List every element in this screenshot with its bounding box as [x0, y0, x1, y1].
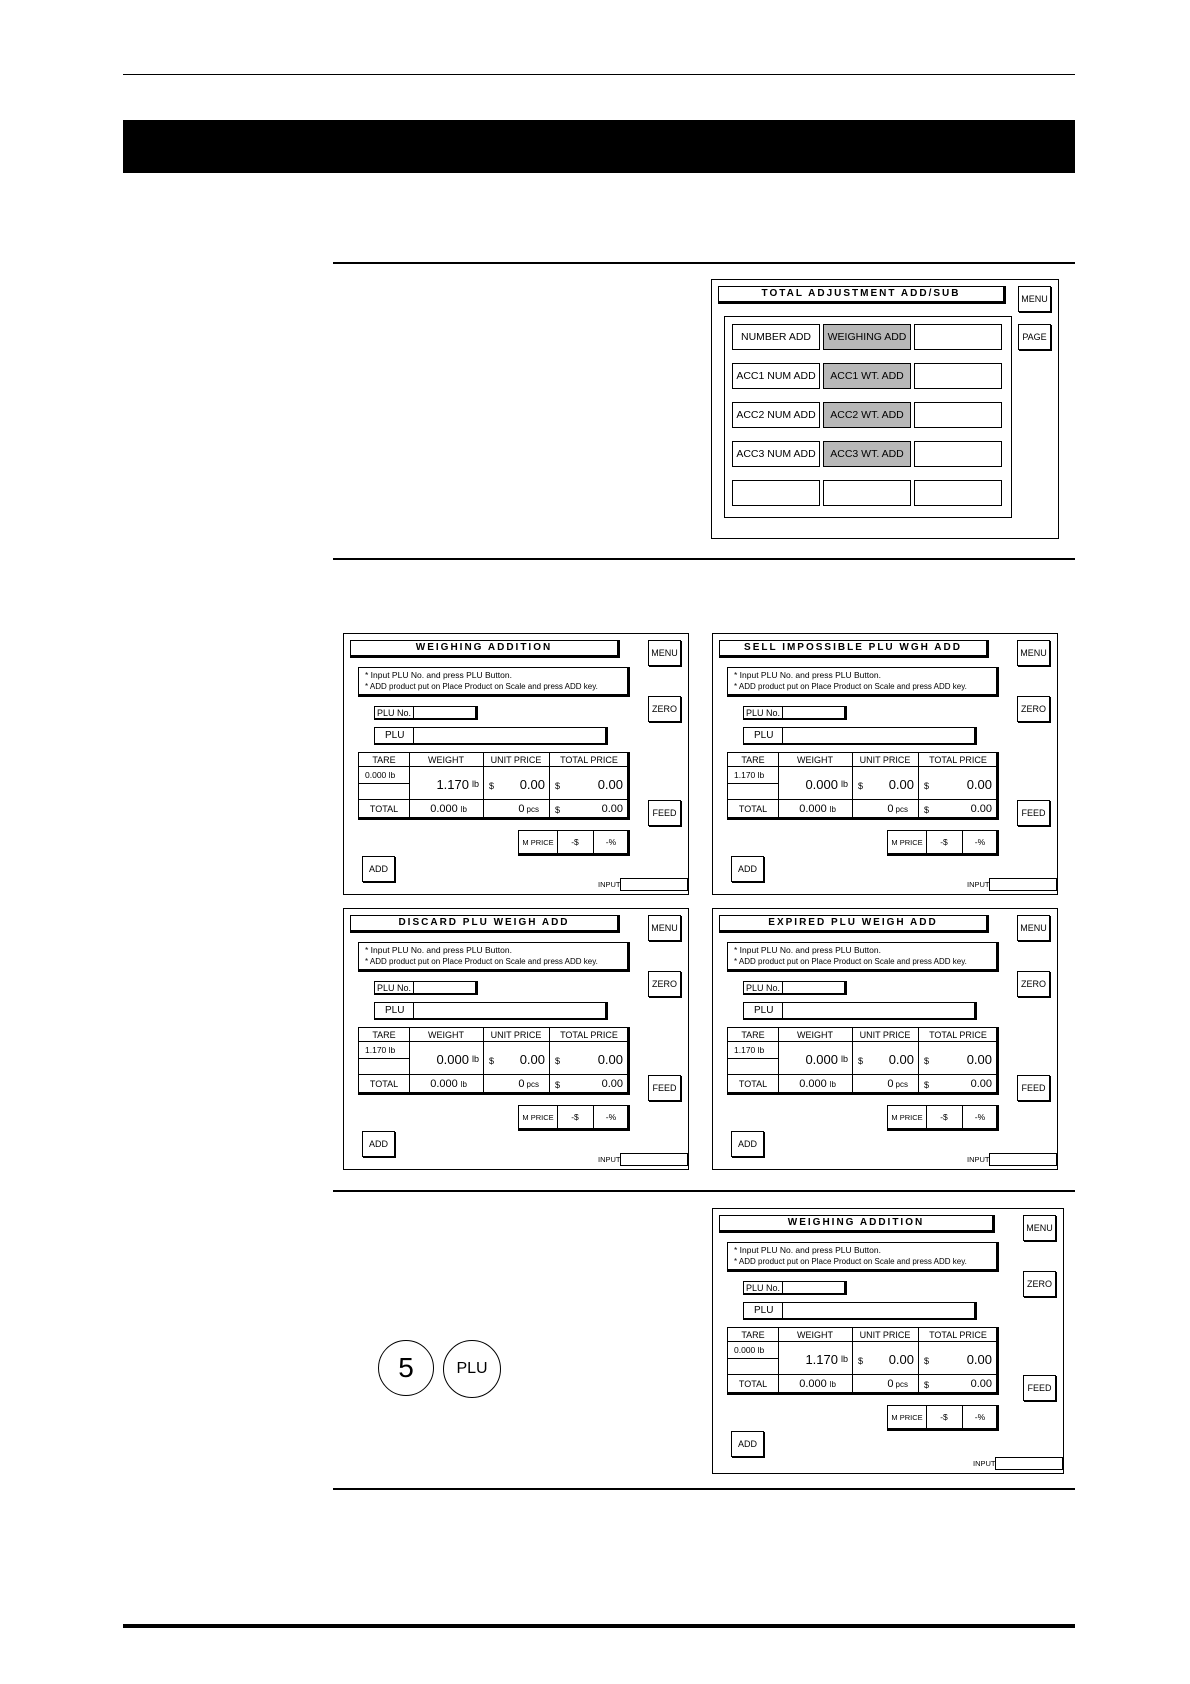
screen-title: WEIGHING ADDITION	[350, 640, 620, 658]
total-currency: $	[924, 781, 930, 791]
menu-grid-empty-button[interactable]	[914, 480, 1002, 506]
total-sum-currency: $	[924, 1380, 930, 1390]
m-price-label: M PRICE	[522, 837, 554, 847]
weight-value	[778, 1346, 848, 1372]
plu-name-field	[374, 1002, 608, 1020]
step3-bottom-rule	[333, 1488, 1075, 1490]
zero-button[interactable]: ZERO	[1017, 971, 1050, 997]
weight-price-table	[358, 1027, 630, 1095]
instruction-box	[358, 942, 630, 972]
total-pcs-value	[483, 800, 539, 818]
total-price-value: 0.00	[966, 1351, 992, 1367]
instruction-line-2: * ADD product put on Place Product on Scale and press ADD key.	[734, 1257, 967, 1266]
weight-number: 0.000	[805, 776, 838, 792]
input-box	[995, 1457, 1063, 1470]
feed-button[interactable]: FEED	[648, 800, 681, 826]
unit-currency: $	[858, 1356, 864, 1366]
tare-value: 1.170 lb	[365, 1045, 396, 1055]
screen-title: TOTAL ADJUSTMENT ADD/SUB	[718, 286, 1006, 304]
m-price-box[interactable]	[518, 1105, 630, 1131]
plu-name-field	[743, 1302, 977, 1320]
total-pcs-value	[483, 1075, 539, 1093]
total-sum-currency: $	[924, 1080, 930, 1090]
input-box	[620, 878, 688, 891]
tare-value: 1.170 lb	[734, 770, 765, 780]
total-label: TOTAL	[369, 1079, 399, 1089]
input-label: INPUT	[598, 880, 621, 889]
plu-label: PLU	[754, 730, 774, 741]
weight-value	[778, 771, 848, 797]
input-indicator	[967, 878, 1057, 890]
input-label: INPUT	[598, 1155, 621, 1164]
feed-button[interactable]: FEED	[1017, 800, 1050, 826]
menu-button[interactable]: MENU	[1018, 286, 1051, 312]
tare-header: TARE	[372, 754, 396, 765]
instruction-box	[727, 667, 999, 697]
total-price-header: TOTAL PRICE	[560, 754, 618, 765]
m-price-label: M PRICE	[891, 1412, 923, 1422]
minus-percent-label: -%	[974, 1112, 986, 1122]
unit-price-value: 0.00	[888, 776, 914, 792]
menu-grid-button[interactable]: ACC3 NUM ADD	[732, 441, 820, 467]
plu-no-label: PLU No.	[377, 707, 412, 718]
plu-no-label: PLU No.	[746, 707, 781, 718]
unit-currency: $	[489, 781, 495, 791]
menu-grid-button[interactable]: ACC1 NUM ADD	[732, 363, 820, 389]
total-price-value: 0.00	[966, 776, 992, 792]
total-currency: $	[555, 1056, 561, 1066]
instruction-line-2: * ADD product put on Place Product on Scale and press ADD key.	[365, 957, 598, 966]
menu-button[interactable]: MENU	[648, 915, 681, 941]
minus-dollar-label: -$	[940, 837, 948, 847]
plu-label: PLU	[754, 1005, 774, 1016]
total-weight-number: 0.000	[799, 1378, 827, 1390]
weight-unit: lb	[471, 1054, 479, 1064]
menu-button[interactable]: MENU	[1017, 915, 1050, 941]
weigh-add-screen	[343, 908, 689, 1170]
instruction-line-1: * Input PLU No. and press PLU Button.	[734, 1245, 881, 1255]
plu-label: PLU	[754, 1305, 774, 1316]
total-sum-currency: $	[555, 1080, 561, 1090]
total-sum-value: 0.00	[601, 803, 623, 815]
step2-bottom-rule	[333, 1190, 1075, 1192]
minus-percent-label: -%	[605, 1112, 617, 1122]
input-indicator	[973, 1457, 1063, 1469]
total-price-header: TOTAL PRICE	[929, 1029, 987, 1040]
add-button[interactable]: ADD	[731, 1131, 764, 1157]
total-sum-value: 0.00	[970, 1378, 992, 1390]
menu-grid-button[interactable]: ACC1 WT. ADD	[823, 363, 911, 389]
total-price-value: 0.00	[597, 1051, 623, 1067]
add-button[interactable]: ADD	[362, 1131, 395, 1157]
total-weight-unit: lb	[829, 1379, 836, 1389]
m-price-box[interactable]	[887, 1105, 999, 1131]
m-price-box[interactable]	[887, 1405, 999, 1431]
feed-button[interactable]: FEED	[1023, 1375, 1056, 1401]
total-pcs-number: 0	[518, 803, 525, 815]
plu-name-field	[743, 727, 977, 745]
plu-no-field[interactable]	[743, 981, 847, 995]
input-indicator	[598, 1153, 688, 1165]
total-weight-unit: lb	[460, 804, 467, 814]
instruction-box	[727, 942, 999, 972]
tare-header: TARE	[372, 1029, 396, 1040]
instruction-line-2: * ADD product put on Place Product on Scale and press ADD key.	[365, 682, 598, 691]
input-label: INPUT	[973, 1459, 996, 1468]
menu-grid-button[interactable]: ACC3 WT. ADD	[823, 441, 911, 467]
plu-no-field[interactable]	[743, 1281, 847, 1295]
total-weight-number: 0.000	[430, 1078, 458, 1090]
tare-header: TARE	[741, 1029, 765, 1040]
menu-grid-button[interactable]: ACC2 WT. ADD	[823, 402, 911, 428]
weight-price-table	[727, 1027, 999, 1095]
plu-no-field[interactable]	[743, 706, 847, 720]
weight-number: 1.170	[805, 1351, 838, 1367]
weigh-add-screen	[712, 1208, 1064, 1474]
instruction-line-2: * ADD product put on Place Product on Scale and press ADD key.	[734, 957, 967, 966]
total-weight-value	[778, 800, 836, 818]
unit-price-header: UNIT PRICE	[859, 1029, 911, 1040]
page-button[interactable]: PAGE	[1018, 324, 1051, 350]
total-label: TOTAL	[738, 804, 768, 814]
total-weight-number: 0.000	[430, 803, 458, 815]
menu-grid-button[interactable]: WEIGHING ADD	[823, 324, 911, 350]
total-price-value: 0.00	[966, 1051, 992, 1067]
screen-title: DISCARD PLU WEIGH ADD	[350, 915, 620, 933]
instruction-line-1: * Input PLU No. and press PLU Button.	[734, 670, 881, 680]
menu-grid-button[interactable]: ACC2 NUM ADD	[732, 402, 820, 428]
pcs-unit: pcs	[895, 1379, 908, 1389]
weight-header: WEIGHT	[797, 754, 833, 765]
instruction-box	[358, 667, 630, 697]
total-currency: $	[555, 781, 561, 791]
plu-name-field	[374, 727, 608, 745]
add-button[interactable]: ADD	[362, 856, 395, 882]
screen-title: SELL IMPOSSIBLE PLU WGH ADD	[719, 640, 989, 658]
total-currency: $	[924, 1356, 930, 1366]
total-pcs-value	[852, 800, 908, 818]
unit-price-header: UNIT PRICE	[490, 754, 542, 765]
plu-no-label: PLU No.	[746, 982, 781, 993]
input-indicator	[598, 878, 688, 890]
feed-button[interactable]: FEED	[648, 1075, 681, 1101]
total-weight-value	[409, 1075, 467, 1093]
total-pcs-value	[852, 1375, 908, 1393]
m-price-label: M PRICE	[522, 1112, 554, 1122]
weight-price-table	[727, 752, 999, 820]
minus-dollar-label: -$	[940, 1112, 948, 1122]
pcs-unit: pcs	[526, 804, 539, 814]
input-indicator	[967, 1153, 1057, 1165]
unit-price-header: UNIT PRICE	[859, 1329, 911, 1340]
total-sum-value: 0.00	[970, 803, 992, 815]
input-box	[620, 1153, 688, 1166]
total-currency: $	[924, 1056, 930, 1066]
total-sum-currency: $	[924, 805, 930, 815]
menu-grid-empty-button[interactable]	[914, 441, 1002, 467]
input-label: INPUT	[967, 1155, 990, 1164]
total-price-header: TOTAL PRICE	[560, 1029, 618, 1040]
total-price-header: TOTAL PRICE	[929, 1329, 987, 1340]
m-price-box[interactable]	[518, 830, 630, 856]
plu-no-field[interactable]	[374, 981, 478, 995]
digit-5-key[interactable]	[378, 1340, 434, 1396]
total-pcs-number: 0	[887, 1378, 894, 1390]
instruction-line-2: * ADD product put on Place Product on Scale and press ADD key.	[734, 682, 967, 691]
total-label: TOTAL	[738, 1379, 768, 1389]
unit-price-header: UNIT PRICE	[859, 754, 911, 765]
instruction-line-1: * Input PLU No. and press PLU Button.	[365, 670, 512, 680]
weight-number: 0.000	[805, 1051, 838, 1067]
weight-unit: lb	[471, 779, 479, 789]
weight-value	[409, 1046, 479, 1072]
menu-button[interactable]: MENU	[648, 640, 681, 666]
instruction-line-1: * Input PLU No. and press PLU Button.	[365, 945, 512, 955]
tare-value: 0.000 lb	[734, 1345, 765, 1355]
unit-price-value: 0.00	[519, 776, 545, 792]
pcs-unit: pcs	[895, 804, 908, 814]
footer-rule	[123, 1624, 1075, 1628]
total-price-header: TOTAL PRICE	[929, 754, 987, 765]
pcs-unit: pcs	[895, 1079, 908, 1089]
step1-bottom-rule	[333, 558, 1075, 560]
weigh-add-screen	[712, 633, 1058, 895]
plu-no-field[interactable]	[374, 706, 478, 720]
top-rule	[123, 74, 1075, 75]
plu-name-field	[743, 1002, 977, 1020]
instruction-box	[727, 1242, 999, 1272]
menu-grid-empty-button[interactable]	[914, 324, 1002, 350]
menu-grid-empty-button[interactable]	[732, 480, 820, 506]
minus-percent-label: -%	[605, 837, 617, 847]
plu-label: PLU	[385, 730, 405, 741]
weight-header: WEIGHT	[428, 1029, 464, 1040]
total-weight-unit: lb	[829, 804, 836, 814]
total-weight-unit: lb	[829, 1079, 836, 1089]
m-price-label: M PRICE	[891, 837, 923, 847]
menu-grid-empty-button[interactable]	[914, 363, 1002, 389]
weight-unit: lb	[840, 779, 848, 789]
section-title-bar	[123, 120, 1075, 173]
screen-title: WEIGHING ADDITION	[719, 1215, 995, 1233]
weight-unit: lb	[840, 1354, 848, 1364]
total-pcs-number: 0	[518, 1078, 525, 1090]
total-weight-unit: lb	[460, 1079, 467, 1089]
total-sum-currency: $	[555, 805, 561, 815]
input-box	[989, 878, 1057, 891]
total-label: TOTAL	[738, 1079, 768, 1089]
add-button[interactable]: ADD	[731, 856, 764, 882]
add-button[interactable]: ADD	[731, 1431, 764, 1457]
menu-button[interactable]: MENU	[1017, 640, 1050, 666]
plu-label: PLU	[385, 1005, 405, 1016]
unit-currency: $	[489, 1056, 495, 1066]
weight-header: WEIGHT	[797, 1329, 833, 1340]
input-box	[989, 1153, 1057, 1166]
weight-value	[409, 771, 479, 797]
minus-dollar-label: -$	[571, 837, 579, 847]
weight-header: WEIGHT	[797, 1029, 833, 1040]
m-price-label: M PRICE	[891, 1112, 923, 1122]
step1-top-rule	[333, 262, 1075, 264]
weight-number: 0.000	[436, 1051, 469, 1067]
tare-header: TARE	[741, 1329, 765, 1340]
weigh-add-screen	[343, 633, 689, 895]
minus-percent-label: -%	[974, 837, 986, 847]
zero-button[interactable]: ZERO	[1017, 696, 1050, 722]
tare-header: TARE	[741, 754, 765, 765]
instruction-line-1: * Input PLU No. and press PLU Button.	[734, 945, 881, 955]
zero-button[interactable]: ZERO	[648, 971, 681, 997]
menu-grid-empty-button[interactable]	[914, 402, 1002, 428]
weight-price-table	[358, 752, 630, 820]
zero-button[interactable]: ZERO	[1023, 1271, 1056, 1297]
tare-value: 0.000 lb	[365, 770, 396, 780]
unit-currency: $	[858, 781, 864, 791]
menu-grid-button[interactable]: NUMBER ADD	[732, 324, 820, 350]
m-price-box[interactable]	[887, 830, 999, 856]
total-adjustment-screen	[711, 279, 1059, 539]
total-weight-number: 0.000	[799, 803, 827, 815]
zero-button[interactable]: ZERO	[648, 696, 681, 722]
total-weight-number: 0.000	[799, 1078, 827, 1090]
unit-price-header: UNIT PRICE	[490, 1029, 542, 1040]
plu-key-label: PLU	[456, 1360, 488, 1377]
weight-header: WEIGHT	[428, 754, 464, 765]
weight-value	[778, 1046, 848, 1072]
total-weight-value	[409, 800, 467, 818]
menu-grid-empty-button[interactable]	[823, 480, 911, 506]
total-weight-value	[778, 1375, 836, 1393]
tare-value: 1.170 lb	[734, 1045, 765, 1055]
minus-percent-label: -%	[974, 1412, 986, 1422]
plu-key[interactable]	[443, 1340, 501, 1398]
weight-unit: lb	[840, 1054, 848, 1064]
menu-button[interactable]: MENU	[1023, 1215, 1056, 1241]
feed-button[interactable]: FEED	[1017, 1075, 1050, 1101]
unit-price-value: 0.00	[519, 1051, 545, 1067]
total-price-value: 0.00	[597, 776, 623, 792]
total-pcs-number: 0	[887, 1078, 894, 1090]
total-weight-value	[778, 1075, 836, 1093]
minus-dollar-label: -$	[940, 1412, 948, 1422]
weight-price-table	[727, 1327, 999, 1395]
total-pcs-number: 0	[887, 803, 894, 815]
plu-no-label: PLU No.	[746, 1282, 781, 1293]
screen-title: EXPIRED PLU WEIGH ADD	[719, 915, 989, 933]
total-pcs-value	[852, 1075, 908, 1093]
unit-price-value: 0.00	[888, 1351, 914, 1367]
weigh-add-screen	[712, 908, 1058, 1170]
pcs-unit: pcs	[526, 1079, 539, 1089]
total-sum-value: 0.00	[601, 1078, 623, 1090]
minus-dollar-label: -$	[571, 1112, 579, 1122]
input-label: INPUT	[967, 880, 990, 889]
total-label: TOTAL	[369, 804, 399, 814]
plu-no-label: PLU No.	[377, 982, 412, 993]
unit-price-value: 0.00	[888, 1051, 914, 1067]
digit-key-label: 5	[398, 1352, 414, 1383]
weight-number: 1.170	[436, 776, 469, 792]
total-sum-value: 0.00	[970, 1078, 992, 1090]
unit-currency: $	[858, 1056, 864, 1066]
